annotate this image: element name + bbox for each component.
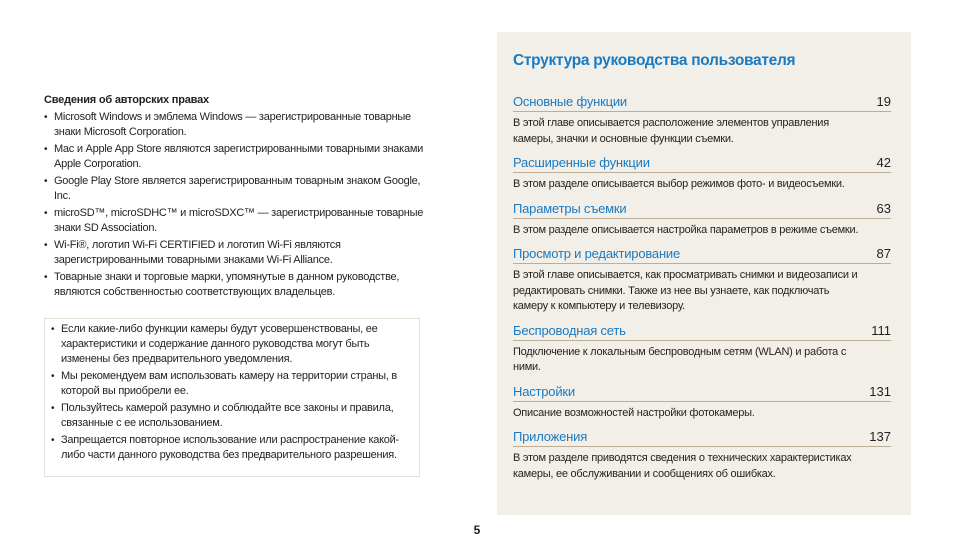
bullet-icon: • — [44, 208, 48, 219]
copyright-list — [44, 110, 424, 300]
toc-entry-page[interactable]: 87 — [876, 246, 891, 261]
notice-item-text: Запрещается повторное использование или распространение какой-либо части данного руководства без предварительного разрешения. — [61, 434, 399, 461]
toc-entry-link[interactable]: Параметры съемки — [513, 200, 627, 216]
copyright-item — [44, 206, 424, 236]
toc-entry-description: Подключение к локальным беспроводным сетям (WLAN) и работа с ними. — [513, 345, 847, 373]
toc-entry-header[interactable] — [513, 93, 891, 112]
notice-item-text: Если какие-либо функции камеры будут усовершенствованы, ее характеристики и содержание данного руководства могут быть изменены без предварительного уведомления. — [61, 323, 378, 365]
toc-entry-description: Описание возможностей настройки фотокамеры. — [513, 406, 755, 419]
toc-panel — [497, 32, 911, 515]
copyright-item — [44, 174, 424, 204]
toc-entry-description: В этом разделе приводятся сведения о технических характеристиках камеры, ее обслуживании и сообщениях об ошибках. — [513, 452, 852, 480]
toc-entry-appendixes — [513, 428, 891, 482]
copyright-item-text: microSD™, microSDHC™ и microSDXC™ — зарегистрированные товарные знаки SD Association. — [54, 207, 424, 234]
bullet-icon: • — [51, 324, 55, 335]
notice-list — [51, 322, 413, 463]
toc-entry-description: В этом разделе описывается выбор режимов фото- и видеосъемки. — [513, 178, 845, 190]
copyright-item — [44, 270, 424, 300]
bullet-icon: • — [44, 176, 48, 187]
toc-entry-link[interactable]: Настройки — [513, 383, 575, 399]
bullet-icon: • — [51, 435, 55, 446]
notice-item — [51, 322, 413, 367]
toc-entry-description: В этой главе описывается расположение элементов управления камеры, значки и основные функции съемки. — [513, 117, 829, 145]
bullet-icon: • — [44, 112, 48, 123]
bullet-icon: • — [44, 144, 48, 155]
bullet-icon: • — [51, 403, 55, 414]
bullet-icon: • — [44, 272, 48, 283]
toc-entry-header[interactable] — [513, 200, 891, 219]
copyright-item — [44, 238, 424, 268]
copyright-item-text: Google Play Store является зарегистрированным товарным знаком Google, Inc. — [54, 175, 421, 202]
copyright-item — [44, 110, 424, 140]
copyright-item-text: Wi-Fi®, логотип Wi-Fi CERTIFIED и логотип Wi-Fi являются зарегистрированными товарными знаками Wi-Fi Alliance. — [54, 239, 341, 266]
toc-entry-page[interactable]: 137 — [869, 429, 891, 444]
toc-entry-page[interactable]: 63 — [876, 200, 891, 216]
toc-title: Структура руководства пользователя — [513, 52, 796, 69]
page-number: 5 — [473, 523, 481, 537]
toc-entry-playback-editing — [513, 245, 891, 315]
notice-item — [51, 401, 413, 431]
notice-item-text: Мы рекомендуем вам использовать камеру на территории страны, в которой вы приобрели ее. — [61, 370, 398, 397]
toc-entry-link[interactable]: Беспроводная сеть — [513, 322, 626, 338]
toc-entry-header[interactable] — [513, 322, 891, 341]
toc-entry-shooting-options — [513, 200, 891, 239]
copyright-item-text: Товарные знаки и торговые марки, упомянутые в данном руководстве, являются собственностью соответствующих владельцев. — [54, 271, 400, 298]
toc-entry-description: В этой главе описывается, как просматривать снимки и видеозаписи и редактировать снимки. Также из нее вы узнаете, как подключать камеру к компьютеру и телевизору. — [513, 269, 858, 312]
toc-entry-description: В этом разделе описывается настройка параметров в режиме съемки. — [513, 223, 859, 236]
toc-entry-wireless-network — [513, 322, 891, 376]
toc-list — [513, 93, 891, 482]
notice-box — [44, 318, 420, 477]
copyright-item-text: Mac и Apple App Store являются зарегистрированными товарными знаками Apple Corporation. — [54, 143, 424, 170]
toc-entry-page[interactable]: 131 — [869, 383, 891, 399]
copyright-section — [44, 93, 424, 302]
toc-entry-extended-functions — [513, 154, 891, 193]
toc-entry-settings — [513, 383, 891, 422]
toc-entry-header[interactable] — [513, 154, 891, 173]
notice-item-text: Пользуйтесь камерой разумно и соблюдайте все законы и правила, связанные с ее использованием. — [61, 402, 394, 429]
notice-item — [51, 433, 413, 463]
copyright-title: Сведения об авторских правах — [44, 94, 209, 106]
notice-item — [51, 369, 413, 399]
toc-entry-link[interactable]: Основные функции — [513, 94, 627, 109]
bullet-icon: • — [51, 371, 55, 382]
toc-entry-header[interactable] — [513, 383, 891, 402]
toc-entry-link[interactable]: Приложения — [513, 429, 588, 444]
toc-entry-link[interactable]: Расширенные функции — [513, 155, 650, 170]
copyright-item-text: Microsoft Windows и эмблема Windows — зарегистрированные товарные знаки Microsoft Corporation. — [54, 111, 411, 138]
toc-entry-header[interactable] — [513, 245, 891, 264]
toc-entry-header[interactable] — [513, 428, 891, 447]
toc-entry-page[interactable]: 111 — [871, 322, 891, 338]
toc-entry-page[interactable]: 19 — [876, 94, 891, 109]
copyright-item — [44, 142, 424, 172]
bullet-icon: • — [44, 240, 48, 251]
toc-entry-link[interactable]: Просмотр и редактирование — [513, 246, 681, 261]
toc-entry-basic-functions — [513, 93, 891, 147]
toc-entry-page[interactable]: 42 — [876, 155, 891, 170]
